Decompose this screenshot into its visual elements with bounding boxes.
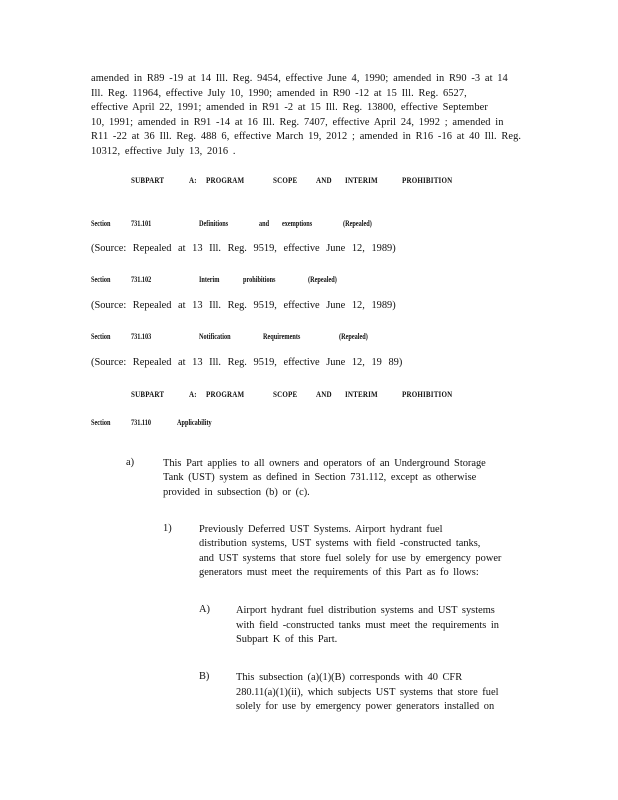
subpart-letter: A:: [189, 175, 197, 185]
subsection-a-line: provided in subsection (b) or (c).: [163, 487, 310, 498]
source-note: (Source: Repealed at 13 Ill. Reg. 9519, effective June 12, 1989): [91, 243, 396, 254]
subpart-word: SUBPART: [131, 389, 165, 399]
source-note: (Source: Repealed at 13 Ill. Reg. 9519, effective June 12, 1989): [91, 300, 396, 311]
subpart-title-word: INTERIM: [345, 389, 378, 399]
source-note: (Source: Repealed at 13 Ill. Reg. 9519, effective June 12, 19 89): [91, 357, 403, 368]
section-label: Section: [91, 332, 111, 341]
section-title: Definitions: [199, 219, 229, 228]
history-line: 10, 1991; amended in R91 -14 at 16 Ill. Reg. 7407, effective April 24, 1992 ; amended in: [91, 117, 504, 128]
subsection-1-line: distribution systems, UST systems with field -constructed tanks,: [199, 538, 481, 549]
subpart-title-word: SCOPE: [273, 389, 298, 399]
subsection-B-line: 280.11(a)(1)(ii), which subjects UST systems that store fuel: [236, 687, 499, 698]
subsection-A-line: with field -constructed tanks must meet the requirements in: [236, 620, 500, 631]
section-title: and: [259, 219, 270, 228]
subsection-1-line: Previously Deferred UST Systems. Airport hydrant fuel: [199, 524, 443, 535]
subsection-B-line: This subsection (a)(1)(B) corresponds with 40 CFR: [236, 672, 463, 683]
section-title: prohibitions: [243, 275, 276, 284]
subpart-title-word: AND: [316, 389, 332, 399]
list-marker-a: a): [126, 457, 135, 468]
history-line: Ill. Reg. 11964, effective July 10, 1990; amended in R90 -12 at 15 Ill. Reg. 6527,: [91, 88, 467, 99]
section-number: 731.102: [131, 275, 152, 284]
section-status: (Repealed): [308, 275, 337, 284]
section-number: 731.110: [131, 418, 151, 427]
subpart-word: SUBPART: [131, 175, 165, 185]
section-label: Section: [91, 275, 111, 284]
section-number: 731.103: [131, 332, 152, 341]
section-title: exemptions: [282, 219, 313, 228]
subpart-title-word: PROHIBITION: [402, 389, 453, 399]
subpart-title-word: SCOPE: [273, 175, 298, 185]
subsection-A-line: Subpart K of this Part.: [236, 634, 338, 645]
subsection-1-line: and UST systems that store fuel solely for use by emergency power: [199, 553, 502, 564]
section-label: Section: [91, 219, 111, 228]
section-title: Notification: [199, 332, 231, 341]
list-marker-B: B): [199, 671, 210, 682]
subsection-1-line: generators must meet the requirements of this Part as fo llows:: [199, 567, 479, 578]
subpart-title-word: PROHIBITION: [402, 175, 453, 185]
subpart-title-word: INTERIM: [345, 175, 378, 185]
subpart-title-word: PROGRAM: [206, 175, 245, 185]
subsection-B-line: solely for use by emergency power generators installed on: [236, 701, 495, 712]
section-label: Section: [91, 418, 111, 427]
subsection-a-line: This Part applies to all owners and operators of an Underground Storage: [163, 458, 486, 469]
list-marker-A: A): [199, 604, 210, 615]
section-title: Requirements: [263, 332, 301, 341]
subsection-a-line: Tank (UST) system as defined in Section 731.112, except as otherwise: [163, 472, 477, 483]
history-line: amended in R89 -19 at 14 Ill. Reg. 9454, effective June 4, 1990; amended in R90 -3 at 14: [91, 73, 508, 84]
subpart-title-word: AND: [316, 175, 332, 185]
history-line: effective April 22, 1991; amended in R91 -2 at 15 Ill. Reg. 13800, effective September: [91, 102, 488, 113]
subpart-letter: A:: [189, 389, 197, 399]
section-status: (Repealed): [339, 332, 368, 341]
section-title: Interim: [199, 275, 220, 284]
section-title: Applicability: [177, 418, 212, 427]
subpart-title-word: PROGRAM: [206, 389, 245, 399]
section-status: (Repealed): [343, 219, 372, 228]
section-number: 731.101: [131, 219, 152, 228]
history-line: R11 -22 at 36 Ill. Reg. 488 6, effective March 19, 2012 ; amended in R16 -16 at 40 Ill. Reg.: [91, 131, 522, 142]
subsection-A-line: Airport hydrant fuel distribution systems and UST systems: [236, 605, 495, 616]
history-line: 10312, effective July 13, 2016 .: [91, 146, 236, 157]
list-marker-1: 1): [163, 523, 172, 534]
